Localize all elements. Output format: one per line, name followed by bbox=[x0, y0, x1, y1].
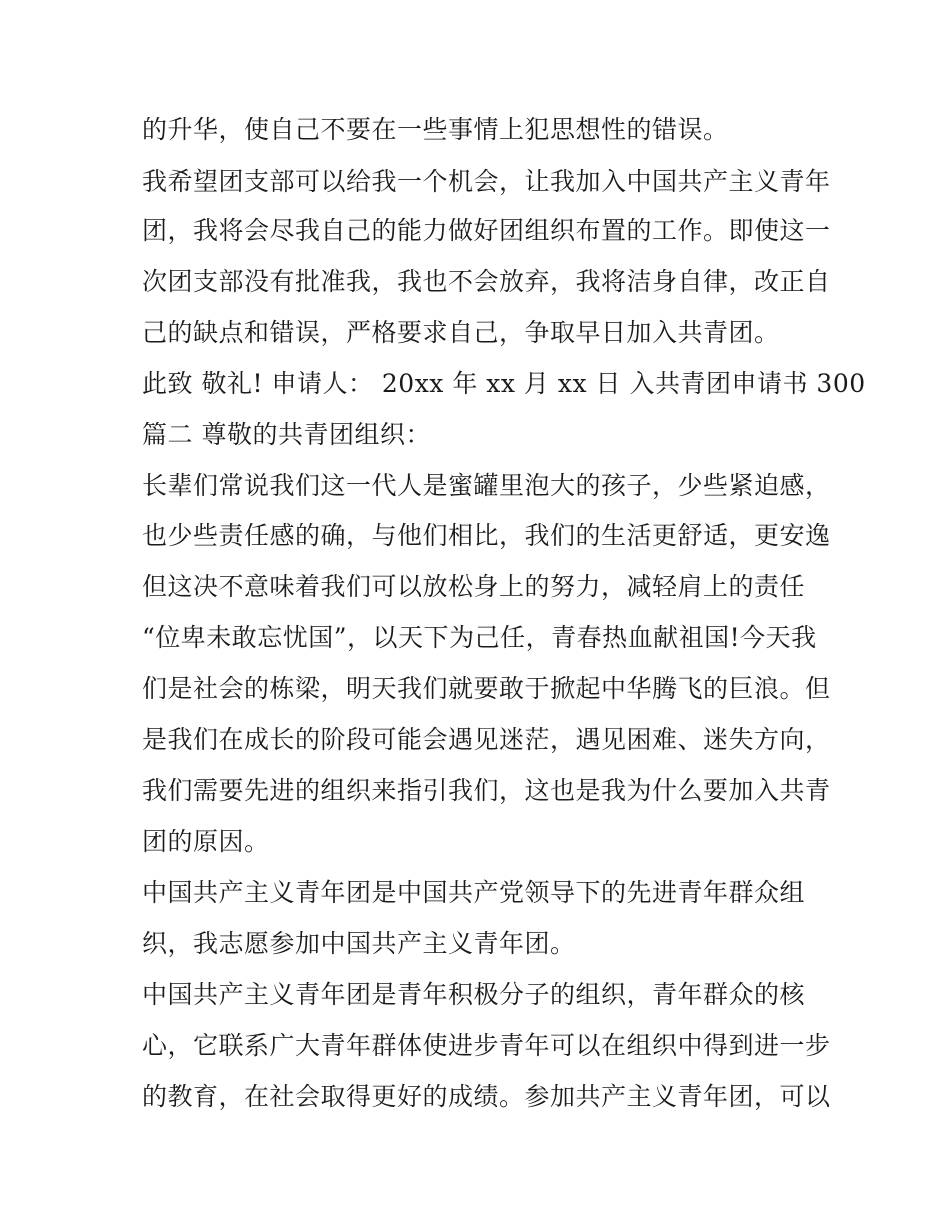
text-line: 的升华，使自己不要在一些事情上犯思想性的错误。 bbox=[142, 115, 729, 144]
text-line: 中国共产主义青年团是中国共产党领导下的先进青年群众组 bbox=[142, 878, 806, 907]
text-line: 也少些责任感的确，与他们相比，我们的生活更舒适，更安逸 bbox=[142, 521, 831, 550]
text-line: 们是社会的栋梁，明天我们就要敢于掀起中华腾飞的巨浪。但 bbox=[142, 674, 831, 703]
text-line: 织，我志愿参加中国共产主义青年团。 bbox=[142, 929, 576, 958]
text-line: 是我们在成长的阶段可能会遇见迷茫，遇见困难、迷失方向， bbox=[142, 725, 831, 754]
text-line: 长辈们常说我们这一代人是蜜罐里泡大的孩子，少些紧迫感， bbox=[142, 471, 831, 500]
text-line: 此致 敬礼! 申请人： 20xx 年 xx 月 xx 日 入共青团申请书 300 bbox=[142, 369, 866, 398]
text-line: 我们需要先进的组织来指引我们，这也是我为什么要加入共青 bbox=[142, 776, 831, 805]
text-line: “位卑未敢忘忧国”，以天下为己任，青春热血献祖国!今天我 bbox=[142, 623, 817, 652]
text-line: 篇二 尊敬的共青团组织： bbox=[142, 420, 431, 449]
text-line: 团的原因。 bbox=[142, 827, 270, 856]
text-line: 心，它联系广大青年群体使进步青年可以在组织中得到进一步 bbox=[142, 1031, 831, 1060]
text-line: 我希望团支部可以给我一个机会，让我加入中国共产主义青年 bbox=[142, 167, 831, 196]
text-line: 中国共产主义青年团是青年积极分子的组织，青年群众的核 bbox=[142, 980, 806, 1009]
text-line: 己的缺点和错误，严格要求自己，争取早日加入共青团。 bbox=[142, 318, 780, 347]
text-line: 但这决不意味着我们可以放松身上的努力，减轻肩上的责任 bbox=[142, 572, 806, 601]
text-line: 团，我将会尽我自己的能力做好团组织布置的工作。即使这一 bbox=[142, 216, 831, 245]
text-line: 的教育，在社会取得更好的成绩。参加共产主义青年团，可以 bbox=[142, 1082, 831, 1111]
text-line: 次团支部没有批准我，我也不会放弃，我将洁身自律，改正自 bbox=[142, 267, 831, 296]
